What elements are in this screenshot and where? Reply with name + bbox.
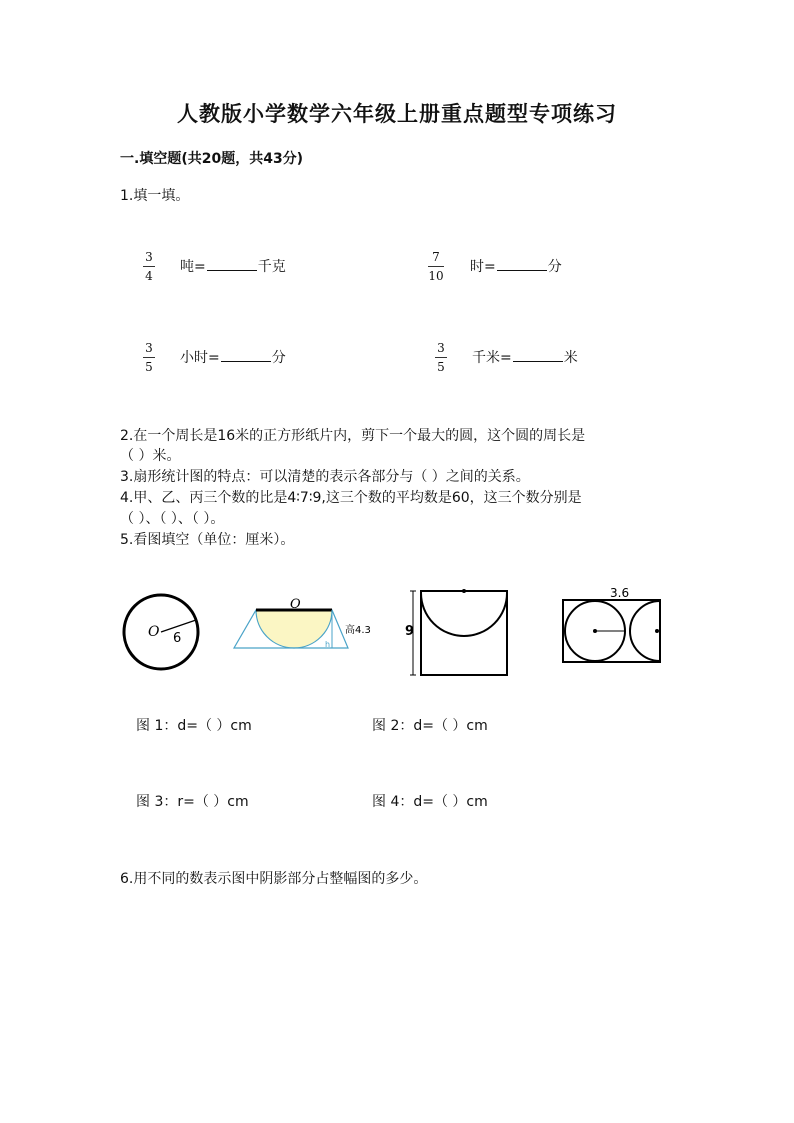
fraction-denominator: 5 <box>437 360 445 374</box>
q6-text: 6.用不同的数表示图中阴影部分占整幅图的多少。 <box>120 871 428 887</box>
center-label: O <box>290 597 301 612</box>
q1-item-4-after: 米 <box>563 350 578 366</box>
q4-line1: 4.甲、乙、丙三个数的比是4∶7∶9,这三个数的平均数是60，这三个数分别是 <box>120 490 582 506</box>
q1-item-1 <box>180 256 286 277</box>
q1-item-4 <box>472 347 578 368</box>
figure-3-square <box>402 585 512 680</box>
fraction-denominator: 10 <box>428 269 444 283</box>
q1-item-3 <box>180 347 286 368</box>
figure-2-trapezoid <box>230 595 380 655</box>
fig2-answer: 图 2：d=（ ）cm <box>372 718 488 734</box>
page-title: 人教版小学数学六年级上册重点题型专项练习 <box>177 101 617 126</box>
section-heading: 一.填空题(共20题，共43分) <box>120 151 304 167</box>
q2-line2: （ ）米。 <box>120 448 181 464</box>
q1-item-2 <box>470 256 562 277</box>
q1-fraction-4 <box>435 341 447 374</box>
fraction-numerator: 3 <box>437 341 445 355</box>
q5-label: 5.看图填空（单位：厘米）。 <box>120 532 295 548</box>
answer-blank[interactable] <box>513 347 563 362</box>
figure-1-circle <box>118 590 208 675</box>
q1-fraction-3 <box>143 341 155 374</box>
fraction-denominator: 4 <box>145 269 153 283</box>
fraction-numerator: 7 <box>432 250 440 264</box>
answer-blank[interactable] <box>497 256 547 271</box>
q1-item-2-after: 分 <box>547 259 562 275</box>
center-dot <box>593 629 597 633</box>
width-label: 3.6 <box>610 586 630 600</box>
q1-item-3-after: 分 <box>271 350 286 366</box>
semicircle-arc <box>421 593 507 636</box>
fig1-answer: 图 1：d=（ ）cm <box>136 718 252 734</box>
q1-item-2-before: 时= <box>470 259 496 275</box>
center-dot-2 <box>655 629 659 633</box>
q2-line1: 2.在一个周长是16米的正方形纸片内，剪下一个最大的圆，这个圆的周长是 <box>120 428 586 444</box>
q1-label: 1.填一填。 <box>120 188 190 204</box>
fraction-bar <box>143 357 155 358</box>
h-label: h <box>325 640 331 649</box>
fraction-bar <box>428 266 444 267</box>
center-dot <box>462 589 466 593</box>
q1-item-1-before: 吨= <box>180 259 206 275</box>
q1-item-1-after: 千克 <box>257 259 286 275</box>
q1-fraction-2 <box>428 250 444 283</box>
q1-fraction-1 <box>143 250 155 283</box>
fraction-denominator: 5 <box>145 360 153 374</box>
q1-item-4-before: 千米= <box>472 350 512 366</box>
fig3-answer: 图 3：r=（ ）cm <box>136 794 249 810</box>
fraction-bar <box>435 357 447 358</box>
radius-label: 6 <box>173 631 182 646</box>
q1-item-3-before: 小时= <box>180 350 220 366</box>
figure-4-rectangle <box>558 584 668 666</box>
q4-line2: （ ）、（ ）、（ ）。 <box>120 511 225 527</box>
fraction-bar <box>143 266 155 267</box>
semicircle-shade <box>256 610 332 648</box>
fig4-answer: 图 4：d=（ ）cm <box>372 794 488 810</box>
fraction-numerator: 3 <box>145 250 153 264</box>
side-label: 9 <box>405 624 415 639</box>
q3-text: 3.扇形统计图的特点：可以清楚的表示各部分与（ ）之间的关系。 <box>120 469 530 485</box>
answer-blank[interactable] <box>221 347 271 362</box>
square-outline <box>421 591 507 675</box>
center-label: O <box>148 624 160 640</box>
height-label: 高4.3 <box>345 625 371 636</box>
fraction-numerator: 3 <box>145 341 153 355</box>
answer-blank[interactable] <box>207 256 257 271</box>
